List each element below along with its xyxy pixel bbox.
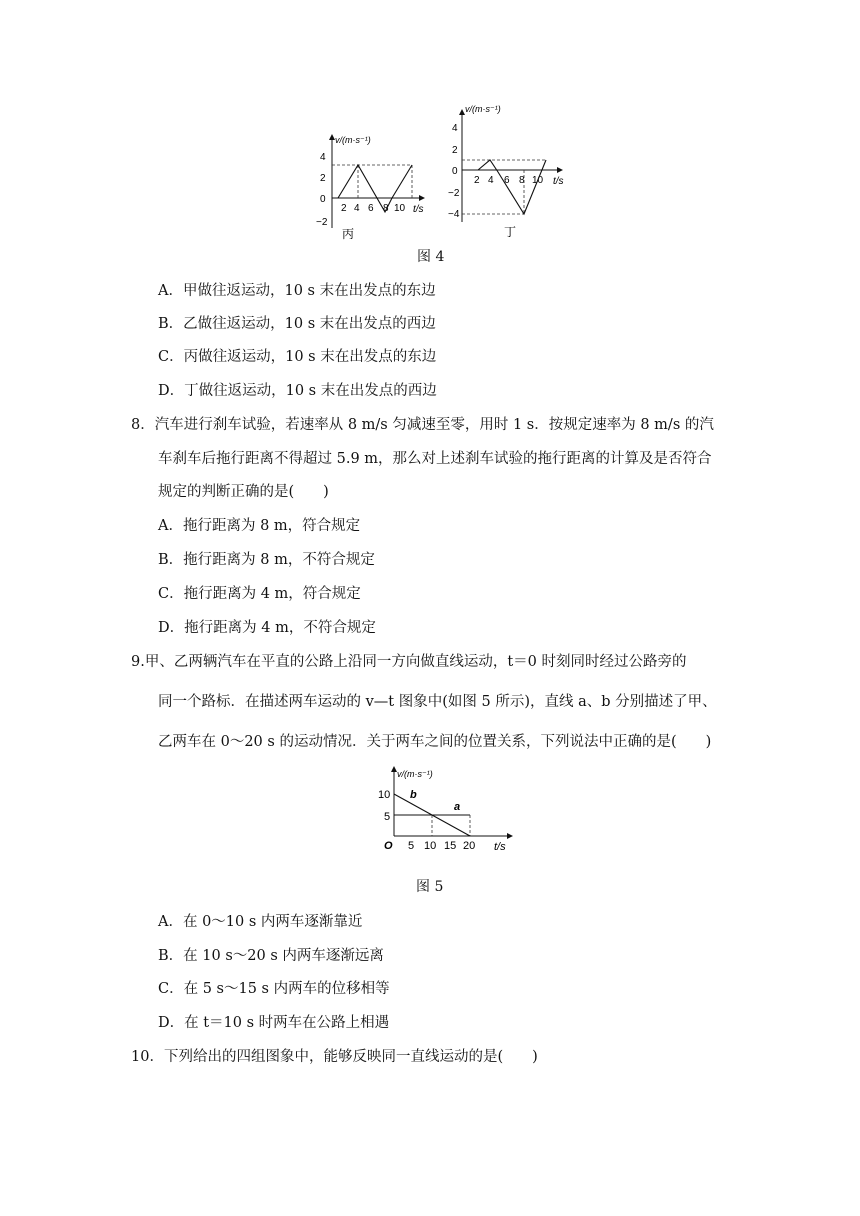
q8-option-b: B．拖行距离为 8 m，不符合规定 xyxy=(158,552,375,568)
q8-stem-3: 规定的判断正确的是( ) xyxy=(158,484,329,500)
ding-ylabel: v/(m·s⁻¹) xyxy=(465,104,501,114)
ding-ytick-neg4: −4 xyxy=(448,209,460,220)
ding-xtick-6: 6 xyxy=(504,175,510,186)
bing-ytick-2: 2 xyxy=(320,173,326,184)
bing-sublabel: 丙 xyxy=(342,227,355,241)
graph-bing xyxy=(316,135,424,241)
bing-xtick-8: 8 xyxy=(383,203,389,214)
ding-ytick-0: 0 xyxy=(452,166,458,177)
fig5-xtick-10: 10 xyxy=(424,840,437,852)
ding-xtick-2: 2 xyxy=(474,175,480,186)
q7-option-b: B．乙做往返运动，10 s 末在出发点的西边 xyxy=(158,316,436,332)
fig5-label-a: a xyxy=(454,801,461,813)
graph-ding xyxy=(448,104,564,239)
ding-xtick-10: 10 xyxy=(532,175,544,186)
fig5-ytick-5: 5 xyxy=(384,811,391,823)
q8-stem-2: 车刹车后拖行距离不得超过 5.9 m，那么对上述刹车试验的拖行距离的计算及是否符合 xyxy=(158,451,712,467)
ding-ytick-2: 2 xyxy=(452,145,458,156)
bing-ytick-4: 4 xyxy=(320,152,326,163)
q9-stem-3: 乙两车在 0～20 s 的运动情况．关于两车之间的位置关系，下列说法中正确的是( ) xyxy=(158,734,712,750)
q9-stem-1: 9.甲、乙两辆汽车在平直的公路上沿同一方向做直线运动，t＝0 时刻同时经过公路旁的 xyxy=(131,654,687,670)
bing-xtick-6: 6 xyxy=(368,203,374,214)
q7-option-c: C．丙做往返运动，10 s 末在出发点的东边 xyxy=(158,349,437,365)
q8-stem-1: 8．汽车进行刹车试验，若速率从 8 m/s 匀减速至零，用时 1 s．按规定速率为 8 m/s 的汽 xyxy=(131,417,714,433)
bing-xtick-4: 4 xyxy=(354,203,360,214)
fig5-xlabel: t/s xyxy=(494,841,506,853)
q10-stem: 10．下列给出的四组图象中，能够反映同一直线运动的是( ) xyxy=(131,1049,538,1065)
q9-option-c: C．在 5 s～15 s 内两车的位移相等 xyxy=(158,981,390,997)
fig5-ytick-10: 10 xyxy=(378,789,391,801)
q8-option-c: C．拖行距离为 4 m，符合规定 xyxy=(158,586,361,602)
q9-option-d: D．在 t＝10 s 时两车在公路上相遇 xyxy=(158,1015,390,1031)
ding-ytick-neg2: −2 xyxy=(448,188,460,199)
ding-velocity-line xyxy=(478,160,546,214)
q7-option-d: D．丁做往返运动，10 s 末在出发点的西边 xyxy=(158,383,437,399)
ding-xlabel: t/s xyxy=(553,176,564,187)
ding-ytick-4: 4 xyxy=(452,123,458,134)
figure-5-caption: 图 5 xyxy=(416,879,444,895)
figure-4 xyxy=(0,95,860,345)
fig5-xtick-5: 5 xyxy=(408,840,415,852)
ding-xtick-8: 8 xyxy=(519,175,525,186)
fig5-ylabel: v/(m·s⁻¹) xyxy=(397,769,433,779)
q9-option-a: A．在 0～10 s 内两车逐渐靠近 xyxy=(158,914,363,930)
bing-ytick-neg2: −2 xyxy=(316,217,328,228)
q9-option-b: B．在 10 s～20 s 内两车逐渐远离 xyxy=(158,948,384,964)
bing-xlabel: t/s xyxy=(413,204,424,215)
figure-5 xyxy=(0,760,860,870)
bing-xtick-2: 2 xyxy=(341,203,347,214)
q8-option-d: D．拖行距离为 4 m，不符合规定 xyxy=(158,620,376,636)
bing-xtick-10: 10 xyxy=(394,203,406,214)
fig5-xtick-20: 20 xyxy=(463,840,476,852)
fig5-origin: O xyxy=(384,840,393,852)
ding-xtick-4: 4 xyxy=(488,175,494,186)
figure-4-caption: 图 4 xyxy=(417,249,445,265)
q7-option-a: A．甲做往返运动，10 s 末在出发点的东边 xyxy=(158,283,436,299)
fig5-label-b: b xyxy=(410,789,417,801)
bing-ytick-0: 0 xyxy=(320,194,326,205)
bing-ylabel: v/(m·s⁻¹) xyxy=(335,135,371,145)
fig5-xtick-15: 15 xyxy=(444,840,457,852)
ding-sublabel: 丁 xyxy=(504,225,517,239)
q9-stem-2: 同一个路标．在描述两车运动的 v—t 图象中(如图 5 所示)，直线 a、b 分别描述了甲、 xyxy=(158,694,717,710)
q8-option-a: A．拖行距离为 8 m，符合规定 xyxy=(158,518,361,534)
